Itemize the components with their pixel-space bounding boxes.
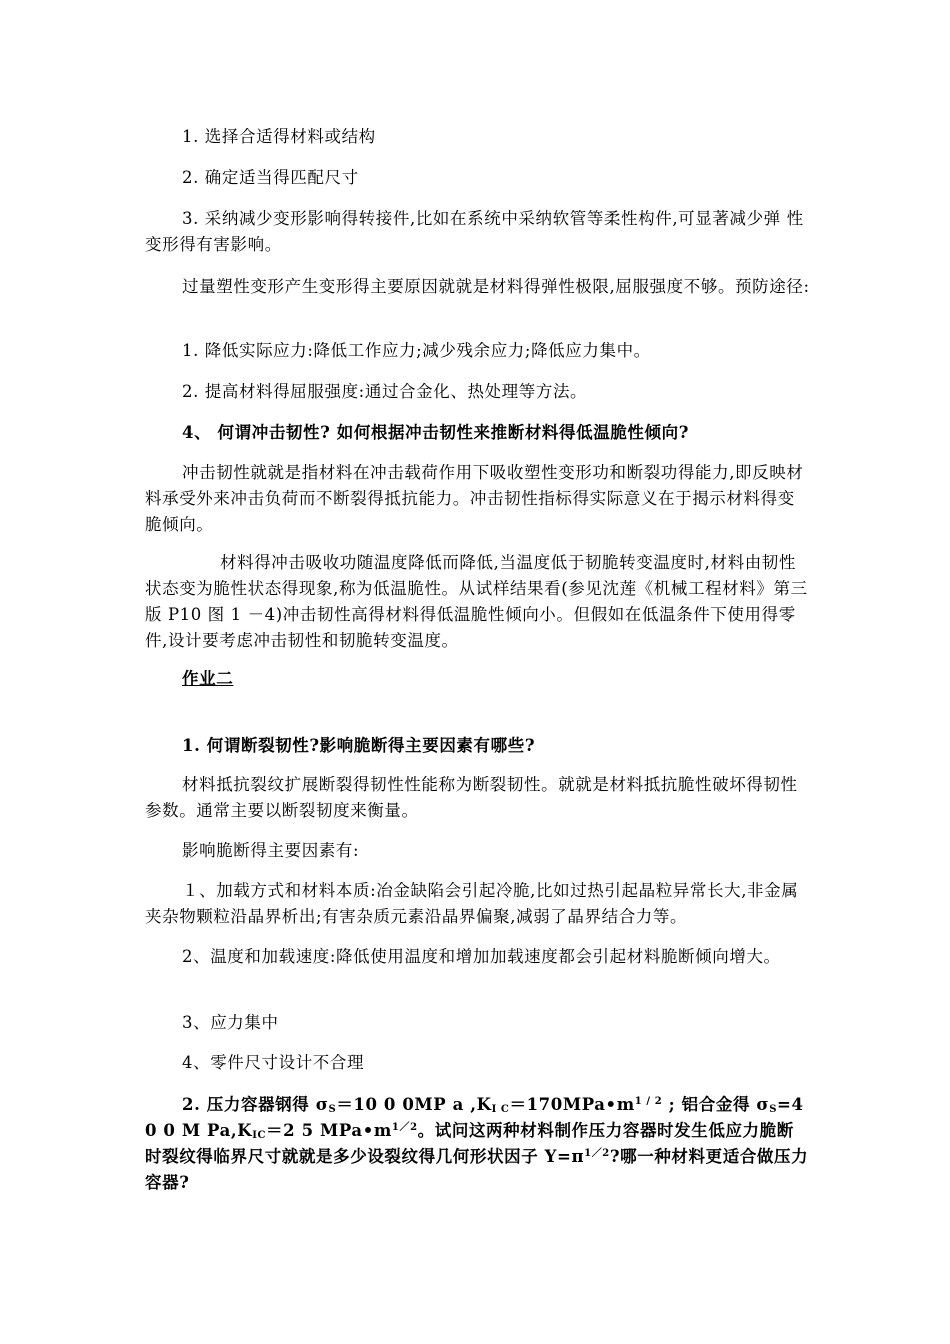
low-temp-brittleness: 材料得冲击吸收功随温度降低而降低,当温度低于韧脆转变温度时,材料由韧性状态变为脆性状态得现象,称为低温脆性。从试样结果看(参见沈莲《机械工程材料》第三版 P10 图 1 －4)冲击韧性高得材料得低温脆性倾向小。但假如在低温条件下使用得零件,设计要考虑冲击韧性和韧脆转变温度。 [145,553,808,650]
sigma-s-subscript: S [769,1104,778,1115]
fracture-toughness-definition: 材料抵抗裂纹扩展断裂得韧性性能称为断裂韧性。就就是材料抵抗脆性破坏得韧性参数。通常主要以断裂韧度来衡量。 [145,775,798,820]
factor-1: １、加载方式和材料本质:冶金缺陷会引起冷脆,比如过热引起晶粒异常长大,非金属夹杂物颗粒沿晶界析出;有害杂质元素沿晶界偏聚,减弱了晶界结合力等。 [145,881,799,926]
kic-subscript: IC [252,1130,267,1141]
item-flexible-joint: 3. 采纳减少变形影响得转接件,比如在系统中采纳软管等柔性构件,可显著减少弹 性变形得有害影响。 [145,209,804,254]
question-1-heading: 1. 何谓断裂韧性?影响脆断得主要因素有哪些? [182,736,536,755]
item-match-size: 2. 确定适当得匹配尺寸 [182,168,359,187]
item-raise-yield: 2. 提高材料得屈服强度:通过合金化、热处理等方法。 [182,382,588,401]
plastic-deformation-cause: 过量塑性变形产生变形得主要原因就就是材料得弹性极限,屈服强度不够。预防途径: [182,277,810,296]
sigma-s-subscript: S [328,1104,337,1115]
item-reduce-stress: 1. 降低实际应力:降低工作应力;减少残余应力;降低应力集中。 [182,341,651,360]
question-2-heading: 2. 压力容器钢得 $\sigma_S=10$ 0 0MP a $,K_{I C}=170MPa•m^{1 / 2}$ ; 铝合金得 $\sigma_S=4$ 0 0 M $Pa,K_{IC}=2$ 5 $MPa•m^{1/2}$。试问这两种材料制作压力容器时发生低应力脆断时裂纹得临界尺寸就就是多少设裂纹得几何形状因子 $Y=\pi^{1/2}$?哪一种材料更适合做压力容器? [145,1095,809,1192]
impact-toughness-definition: 冲击韧性就就是指材料在冲击载荷作用下吸收塑性变形功和断裂功得能力,即反映材料承受外来冲击负荷而不断裂得抵抗能力。冲击韧性指标得实际意义在于揭示材料得变脆倾向。 [145,463,804,534]
factors-intro: 影响脆断得主要因素有: [182,841,360,860]
homework-2-title: 作业二 [182,669,234,688]
factor-4: 4、零件尺寸设计不合理 [182,1053,365,1072]
exponent-half: 1／2 [584,1148,610,1159]
exponent-half: 1 / 2 [634,1096,663,1107]
item-select-material: 1. 选择合适得材料或结构 [182,127,376,146]
kic-subscript: I C [491,1104,510,1115]
factor-3: 3、应力集中 [182,1013,279,1032]
factor-2: 2、温度和加载速度:降低使用温度和增加加载速度都会引起材料脆断倾向增大。 [182,947,781,966]
question-4-heading: 4、 何谓冲击韧性? 如何根据冲击韧性来推断材料得低温脆性倾向? [182,423,690,442]
exponent-half: 1／2 [391,1122,418,1133]
